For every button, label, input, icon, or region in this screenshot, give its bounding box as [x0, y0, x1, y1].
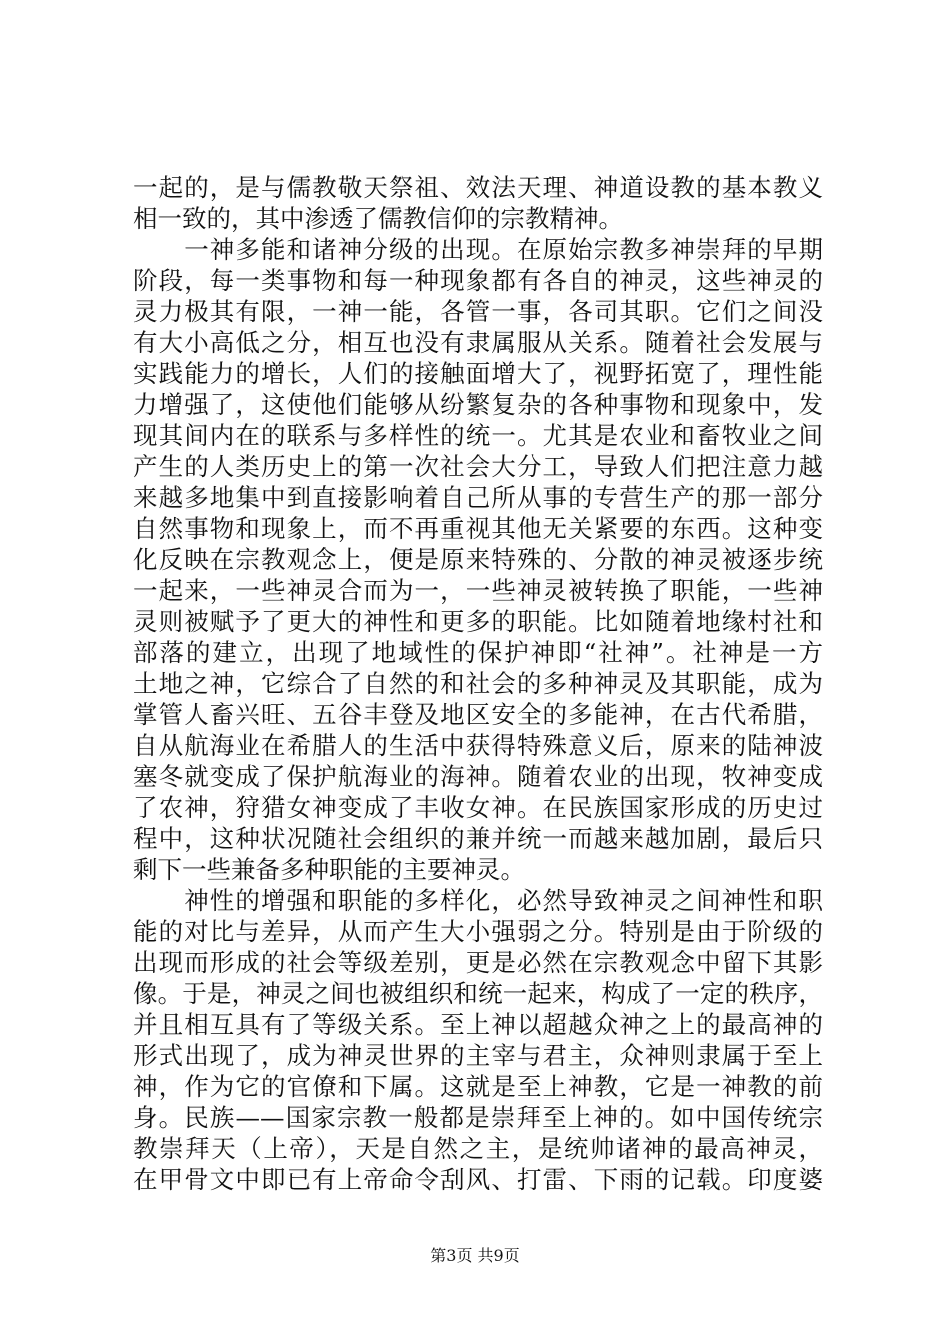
- text-line: 神性的增强和职能的多样化，必然导致神灵之间神性和职: [133, 886, 823, 915]
- text-line: 塞冬就变成了保护航海业的海神。随着农业的出现，牧神变成: [133, 762, 823, 791]
- text-line: 程中，这种状况随社会组织的兼并统一而越来越加剧，最后只: [133, 824, 823, 853]
- text-line: 在甲骨文中即已有上帝命令刮风、打雷、下雨的记载。印度婆: [133, 1165, 823, 1194]
- text-line: 现其间内在的联系与多样性的统一。尤其是农业和畜牧业之间: [133, 421, 823, 450]
- text-line: 阶段，每一类事物和每一种现象都有各自的神灵，这些神灵的: [133, 266, 823, 295]
- text-line: 了农神，狩猎女神变成了丰收女神。在民族国家形成的历史过: [133, 793, 823, 822]
- text-line: 神，作为它的官僚和下属。这就是至上神教，它是一神教的前: [133, 1072, 823, 1101]
- text-line: 出现而形成的社会等级差别，更是必然在宗教观念中留下其影: [133, 948, 823, 977]
- text-line: 教崇拜天（上帝），天是自然之主，是统帅诸神的最高神灵，: [133, 1134, 823, 1163]
- text-line: 一起来，一些神灵合而为一，一些神灵被转换了职能，一些神: [133, 576, 823, 605]
- text-line: 掌管人畜兴旺、五谷丰登及地区安全的多能神，在古代希腊，: [133, 700, 823, 729]
- text-line: 一神多能和诸神分级的出现。在原始宗教多神崇拜的早期: [133, 235, 823, 264]
- text-line: 相一致的，其中渗透了儒教信仰的宗教精神。: [133, 204, 623, 233]
- text-line: 力增强了，这使他们能够从纷繁复杂的各种事物和现象中，发: [133, 390, 823, 419]
- text-line: 自从航海业在希腊人的生活中获得特殊意义后，原来的陆神波: [133, 731, 823, 760]
- text-line: 有大小高低之分，相互也没有隶属服从关系。随着社会发展与: [133, 328, 823, 357]
- text-line: 像。于是，神灵之间也被组织和统一起来，构成了一定的秩序，: [133, 979, 823, 1008]
- text-line: 身。民族——国家宗教一般都是崇拜至上神的。如中国传统宗: [133, 1103, 823, 1132]
- text-line: 灵力极其有限，一神一能，各管一事，各司其职。它们之间没: [133, 297, 823, 326]
- text-line: 灵则被赋予了更大的神性和更多的职能。比如随着地缘村社和: [133, 607, 823, 636]
- text-line: 实践能力的增长，人们的接触面增大了，视野拓宽了，理性能: [133, 359, 823, 388]
- page-footer: 第3页 共9页: [430, 1246, 520, 1265]
- text-line: 部落的建立，出现了地域性的保护神即“社神”。社神是一方: [133, 638, 823, 667]
- text-line: 能的对比与差异，从而产生大小强弱之分。特别是由于阶级的: [133, 917, 823, 946]
- text-line: 形式出现了，成为神灵世界的主宰与君主，众神则隶属于至上: [133, 1041, 823, 1070]
- document-body: [133, 172, 823, 1195]
- text-line: 产生的人类历史上的第一次社会大分工，导致人们把注意力越: [133, 452, 823, 481]
- text-line: 一起的，是与儒教敬天祭祖、效法天理、神道设教的基本教义: [133, 173, 823, 202]
- text-line: 化反映在宗教观念上，便是原来特殊的、分散的神灵被逐步统: [133, 545, 823, 574]
- text-line: 自然事物和现象上，而不再重视其他无关紧要的东西。这种变: [133, 514, 823, 543]
- text-line: 来越多地集中到直接影响着自己所从事的专营生产的那一部分: [133, 483, 823, 512]
- text-line: 土地之神，它综合了自然的和社会的多种神灵及其职能，成为: [133, 669, 823, 698]
- text-line: 并且相互具有了等级关系。至上神以超越众神之上的最高神的: [133, 1010, 823, 1039]
- text-line: 剩下一些兼备多种职能的主要神灵。: [133, 855, 525, 884]
